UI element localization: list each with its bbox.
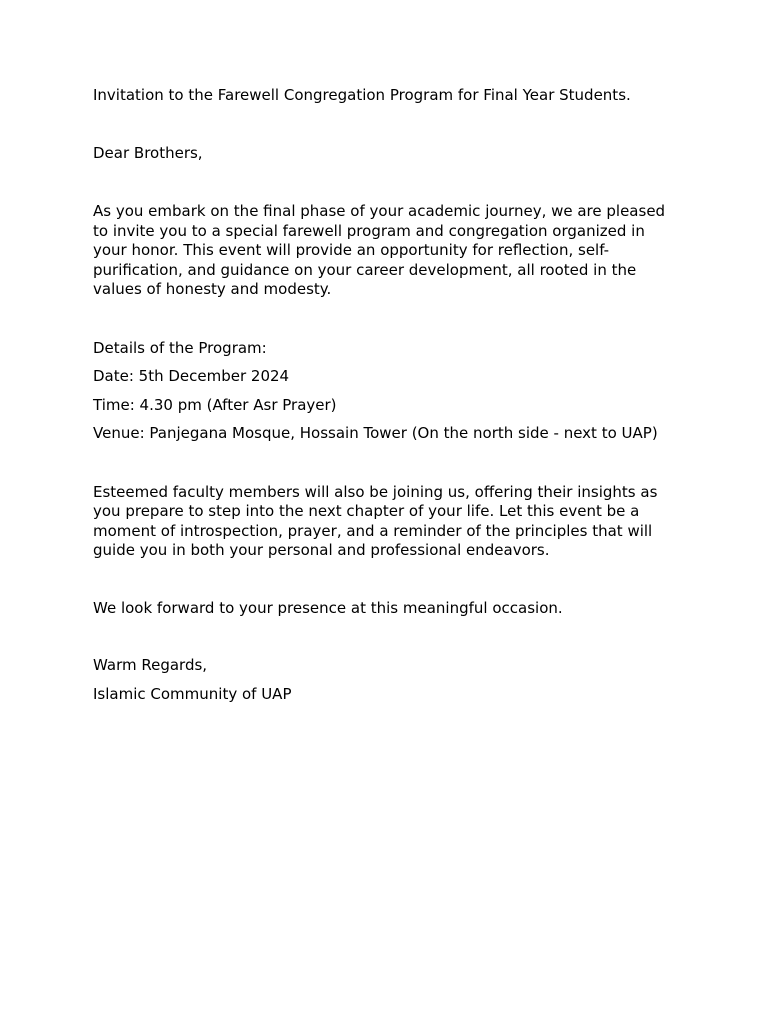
letter-body xyxy=(93,86,673,704)
detail-time: Time: 4.30 pm (After Asr Prayer) xyxy=(93,395,337,414)
letter-title: Invitation to the Farewell Congregation Program for Final Year Students. xyxy=(93,86,631,104)
signature: Islamic Community of UAP xyxy=(93,684,292,703)
closing-line: We look forward to your presence at this meaningful occasion. xyxy=(93,598,563,617)
faculty-paragraph: Esteemed faculty members will also be joining us, offering their insights as you prepare to step into the next chapter of your life. Let this event be a moment of introspection, prayer, and a reminder of the principles that will guide you in both your personal and professional endeavors. xyxy=(93,482,658,559)
signoff: Warm Regards, xyxy=(93,656,208,674)
detail-date: Date: 5th December 2024 xyxy=(93,367,290,385)
detail-venue: Venue: Panjegana Mosque, Hossain Tower (On the north side - next to UAP) xyxy=(93,424,658,442)
program-details xyxy=(93,339,673,444)
details-heading: Details of the Program: xyxy=(93,338,267,357)
letter-greeting: Dear Brothers, xyxy=(93,143,203,162)
intro-paragraph: As you embark on the final phase of your academic journey, we are pleased to invite you to a special farewell program and congregation organized in your honor. This event will provide an opportunity for reflection, self-purification, and guidance on your career development, all rooted in the values of honesty and modesty. xyxy=(93,202,666,298)
